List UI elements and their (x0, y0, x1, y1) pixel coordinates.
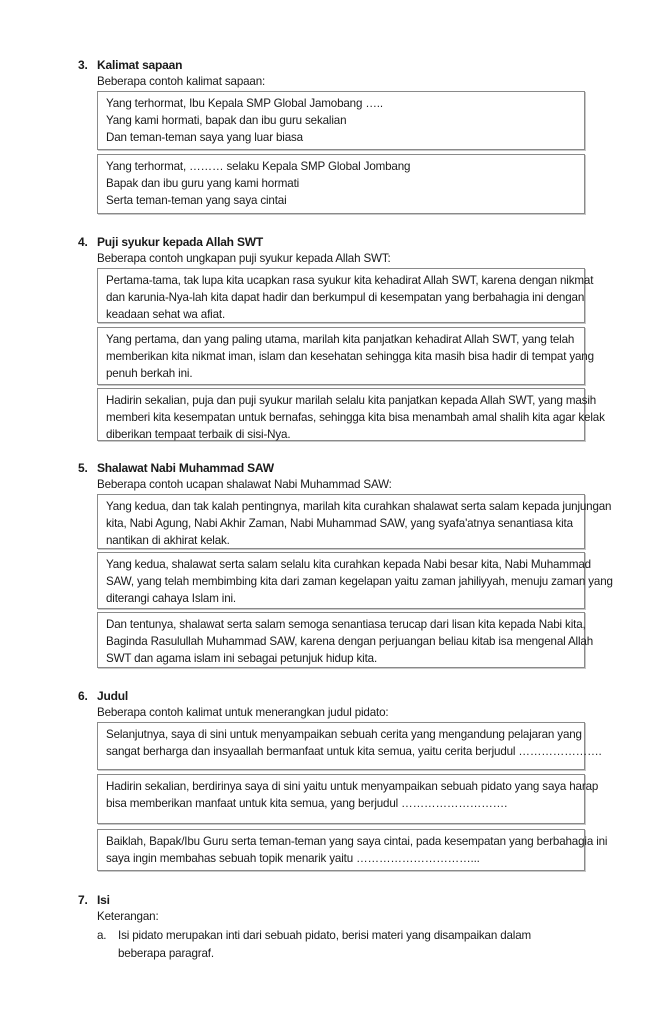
example-line: memberikan kita nikmat iman, islam dan kesehatan sehingga kita masih bisa hadir di tempat yang (106, 350, 594, 363)
section-intro: Beberapa contoh kalimat untuk menerangkan judul pidato: (97, 706, 389, 719)
example-box (97, 774, 599, 824)
section-shalawat (78, 461, 613, 665)
section-title: Puji syukur kepada Allah SWT (97, 235, 263, 249)
example-line: Selanjutnya, saya di sini untuk menyampaikan sebuah cerita yang mengandung pelajaran yang (106, 728, 582, 741)
section-heading (78, 689, 608, 705)
list-text: Isi pidato merupakan inti dari sebuah pidato, berisi materi yang disampaikan dalam beberapa paragraf. (118, 929, 532, 960)
example-line: Yang terhormat, ……… selaku Kepala SMP Global Jombang (106, 160, 411, 173)
example-line: Baiklah, Bapak/Ibu Guru serta teman-teman yang saya cintai, pada kesempatan yang berbahagia ini (106, 835, 608, 848)
example-line: diberikan tempaat terbaik di sisi-Nya. (106, 428, 291, 441)
example-line: bisa memberikan manfaat untuk kita semua, yang berjudul ………………………. (106, 797, 508, 810)
example-line: Dan teman-teman saya yang luar biasa (106, 131, 303, 144)
section-intro: Beberapa contoh ungkapan puji syukur kepada Allah SWT: (97, 252, 391, 265)
example-line: Baginda Rasulullah Muhammad SAW, karena dengan perjuangan beliau kitab isa mengenal Allah (106, 635, 594, 648)
example-box (97, 388, 605, 441)
example-line: sangat berharga dan insyaallah bermanfaat untuk kita semua, yaitu cerita berjudul …………………. (106, 745, 602, 758)
example-box (97, 268, 594, 323)
section-kalimat-sapaan (78, 58, 608, 207)
example-line: saya ingin membahas sebuah topik menarik yaitu …………………………... (106, 852, 480, 865)
section-heading (78, 235, 608, 251)
example-box (97, 91, 585, 150)
example-box (97, 829, 608, 871)
example-box (97, 154, 585, 214)
section-heading (78, 461, 608, 477)
example-box (97, 612, 594, 668)
example-line: Yang kedua, dan tak kalah pentingnya, marilah kita curahkan shalawat serta salam kepada junjungan (106, 500, 612, 513)
section-heading (78, 893, 608, 909)
example-line: Bapak dan ibu guru yang kami hormati (106, 177, 300, 190)
example-line: memberi kita kesempatan untuk bernafas, sehingga kita bisa menambah amal shalih kita agar kelak (106, 411, 605, 424)
example-line: Yang kedua, shalawat serta salam selalu kita curahkan kepada Nabi besar kita, Nabi Muhammad (106, 558, 591, 571)
section-title: Kalimat sapaan (97, 58, 183, 72)
example-line: kita, Nabi Agung, Nabi Akhir Zaman, Nabi Muhammad SAW, yang syafa'atnya senantiasa kita (106, 517, 573, 530)
example-box (97, 722, 602, 770)
example-line: Dan tentunya, shalawat serta salam semoga senantiasa terucap dari lisan kita kepada Nabi kita, (106, 618, 586, 631)
example-line: Hadirin sekalian, berdirinya saya di sini yaitu untuk menyampaikan sebuah pidato yang saya harap (106, 780, 599, 793)
section-number: 7. (78, 893, 88, 907)
section-number: 5. (78, 461, 88, 475)
example-box (97, 494, 612, 549)
example-line: nantikan di akhirat kelak. (106, 534, 230, 547)
example-box (97, 327, 594, 385)
example-line: Serta teman-teman yang saya cintai (106, 194, 287, 207)
example-box (97, 552, 613, 609)
section-title: Judul (97, 689, 128, 703)
example-line: diterangi cahaya Islam ini. (106, 592, 236, 605)
example-line: Yang pertama, dan yang paling utama, marilah kita panjatkan kehadirat Allah SWT, yang telah (106, 333, 575, 346)
section-number: 4. (78, 235, 88, 249)
section-intro: Keterangan: (97, 910, 159, 923)
example-line: Pertama-tama, tak lupa kita ucapkan rasa syukur kita kehadirat Allah SWT, karena dengan nikmat (106, 274, 594, 287)
section-intro: Beberapa contoh ucapan shalawat Nabi Muhammad SAW: (97, 478, 392, 491)
example-line: SAW, yang telah membimbing kita dari zaman kegelapan yaitu zaman jahiliyyah, menuju zaman yang (106, 575, 613, 588)
list-marker: a. (97, 929, 107, 942)
section-intro: Beberapa contoh kalimat sapaan: (97, 75, 266, 88)
section-heading (78, 58, 608, 74)
section-title: Isi (97, 893, 110, 907)
example-line: keadaan sehat wa afiat. (106, 308, 226, 321)
example-line: Yang kami hormati, bapak dan ibu guru sekalian (106, 114, 347, 127)
section-judul (78, 689, 608, 865)
section-puji-syukur (78, 235, 608, 441)
example-line: Yang terhormat, Ibu Kepala SMP Global Jamobang ….. (106, 97, 383, 110)
example-line: Hadirin sekalian, puja dan puji syukur marilah selalu kita panjatkan kepada Allah SWT, yang masih (106, 394, 597, 407)
section-isi (78, 893, 608, 960)
example-line: SWT dan agama islam ini sebagai petunjuk hidup kita. (106, 652, 378, 665)
section-title: Shalawat Nabi Muhammad SAW (97, 461, 274, 475)
section-number: 6. (78, 689, 88, 703)
example-line: dan karunia-Nya-lah kita dapat hadir dan berkumpul di kesempatan yang berbahagia ini dengan (106, 291, 585, 304)
section-number: 3. (78, 58, 88, 72)
example-line: penuh berkah ini. (106, 367, 193, 380)
